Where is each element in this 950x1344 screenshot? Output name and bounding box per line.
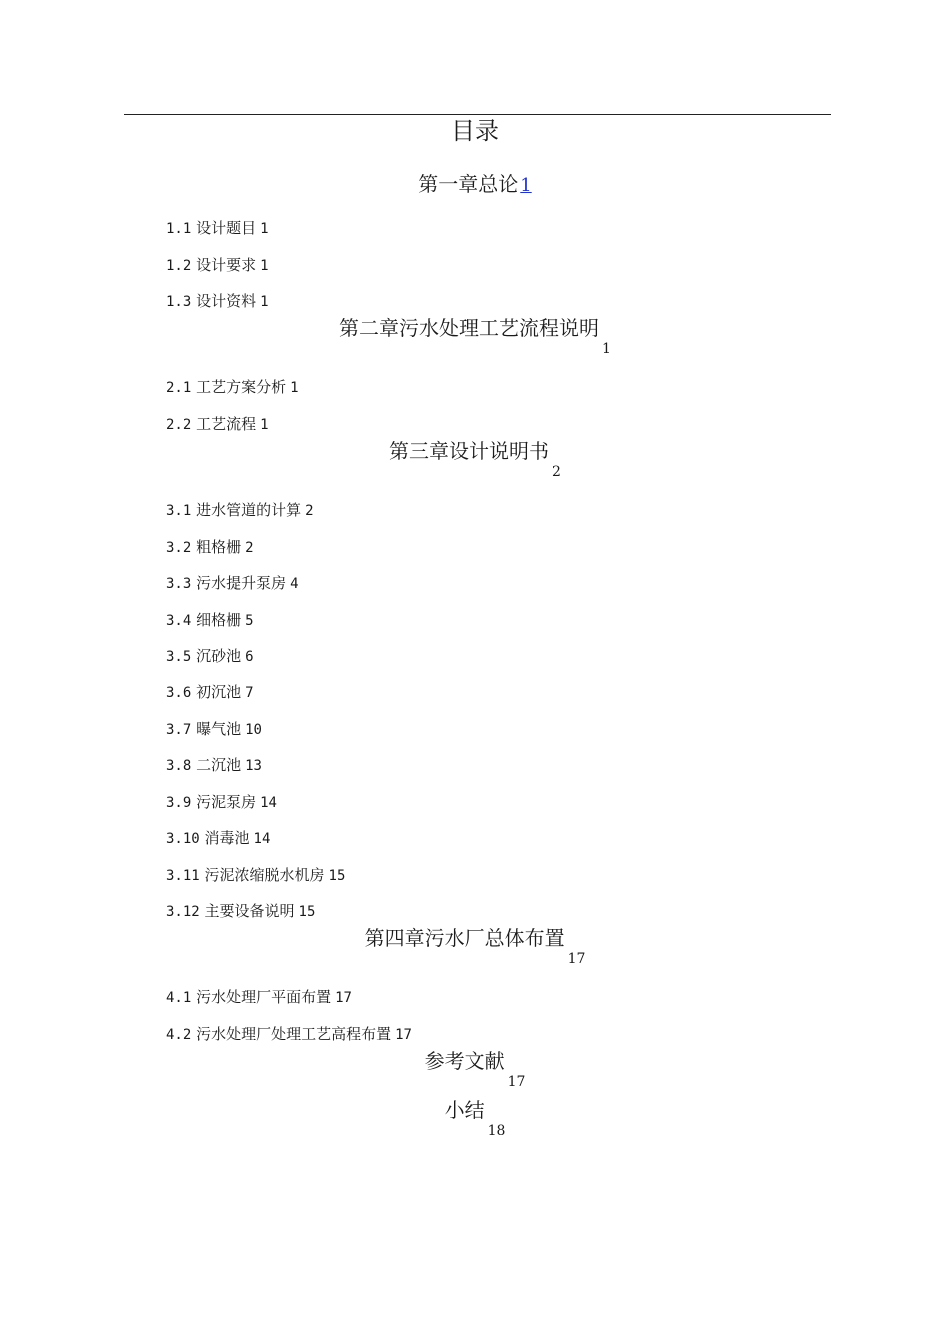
- entry-page: 17: [335, 990, 352, 1006]
- entry-label: 细格栅: [196, 611, 242, 629]
- toc-entry-2-2[interactable]: [166, 414, 269, 435]
- chapter-title: 小结: [444, 1098, 485, 1122]
- toc-entry-4-2[interactable]: [166, 1024, 412, 1045]
- entry-number: 2.1: [166, 380, 192, 396]
- toc-entry-3-12[interactable]: [166, 901, 315, 922]
- chapter-title: 参考文献: [424, 1049, 505, 1073]
- entry-number: 3.7: [166, 722, 192, 738]
- toc-entry-1-2[interactable]: [166, 255, 269, 276]
- entry-label: 污泥泵房: [196, 793, 257, 811]
- chapter-page: 1: [602, 341, 611, 357]
- toc-entry-3-5[interactable]: [166, 646, 254, 667]
- toc-references[interactable]: [0, 1047, 950, 1090]
- toc-entry-3-4[interactable]: [166, 610, 254, 631]
- entry-number: 3.11: [166, 868, 200, 884]
- entry-number: 3.1: [166, 503, 192, 519]
- entry-number: 3.2: [166, 540, 192, 556]
- toc-entry-3-10[interactable]: [166, 828, 270, 849]
- toc-chapter-2[interactable]: [0, 314, 950, 357]
- toc-entry-1-1[interactable]: [166, 218, 269, 239]
- toc-entry-2-1[interactable]: [166, 377, 299, 398]
- entry-number: 1.2: [166, 258, 192, 274]
- entry-label: 曝气池: [196, 720, 242, 738]
- toc-entry-3-8[interactable]: [166, 755, 262, 776]
- toc-entry-3-9[interactable]: [166, 792, 277, 813]
- toc-chapter-3[interactable]: [0, 437, 950, 480]
- entry-page: 4: [290, 576, 299, 592]
- entry-number: 3.3: [166, 576, 192, 592]
- entry-number: 4.1: [166, 990, 192, 1006]
- entry-page: 17: [395, 1027, 412, 1043]
- toc-entry-3-1[interactable]: [166, 500, 314, 521]
- toc-entry-3-7[interactable]: [166, 719, 262, 740]
- toc-entry-3-2[interactable]: [166, 537, 254, 558]
- entry-number: 3.9: [166, 795, 192, 811]
- entry-label: 沉砂池: [196, 647, 242, 665]
- entry-label: 污泥浓缩脱水机房: [204, 866, 325, 884]
- chapter-page-link[interactable]: 1: [520, 175, 532, 196]
- entry-number: 3.5: [166, 649, 192, 665]
- chapter-page: 18: [487, 1123, 506, 1139]
- toc-summary[interactable]: [0, 1096, 950, 1139]
- chapter-title: 第一章总论: [418, 172, 519, 196]
- entry-number: 3.12: [166, 904, 200, 920]
- toc-entry-3-11[interactable]: [166, 865, 345, 886]
- entry-page: 10: [245, 722, 262, 738]
- entry-number: 4.2: [166, 1027, 192, 1043]
- entry-page: 15: [298, 904, 316, 920]
- chapter-title: 第四章污水厂总体布置: [364, 926, 565, 950]
- toc-entry-3-3[interactable]: [166, 573, 299, 594]
- entry-number: 2.2: [166, 417, 192, 433]
- entry-label: 设计要求: [196, 256, 257, 274]
- entry-label: 消毒池: [204, 829, 250, 847]
- entry-number: 3.6: [166, 685, 192, 701]
- entry-page: 1: [290, 380, 299, 396]
- entry-label: 进水管道的计算: [196, 501, 302, 519]
- entry-page: 13: [245, 758, 262, 774]
- entry-page: 14: [260, 795, 277, 811]
- entry-number: 3.10: [166, 831, 200, 847]
- page-title: 目录: [451, 117, 499, 145]
- toc-entry-4-1[interactable]: [166, 987, 352, 1008]
- entry-page: 15: [328, 868, 346, 884]
- entry-label: 污水处理厂平面布置: [196, 988, 332, 1006]
- chapter-title: 第二章污水处理工艺流程说明: [339, 316, 600, 340]
- entry-page: 7: [245, 685, 254, 701]
- entry-page: 2: [245, 540, 254, 556]
- toc-chapter-4[interactable]: [0, 924, 950, 967]
- entry-number: 3.8: [166, 758, 192, 774]
- chapter-title: 第三章设计说明书: [389, 439, 550, 463]
- entry-label: 粗格栅: [196, 538, 242, 556]
- entry-page: 14: [253, 831, 271, 847]
- toc-chapter-1[interactable]: [0, 170, 950, 200]
- entry-label: 工艺流程: [196, 415, 257, 433]
- chapter-page: 17: [567, 951, 586, 967]
- entry-label: 污水处理厂处理工艺高程布置: [196, 1025, 392, 1043]
- entry-number: 1.3: [166, 294, 192, 310]
- entry-number: 3.4: [166, 613, 192, 629]
- entry-page: 1: [260, 221, 269, 237]
- entry-label: 初沉池: [196, 683, 242, 701]
- chapter-page: 2: [552, 464, 561, 480]
- entry-page: 1: [260, 417, 269, 433]
- entry-number: 1.1: [166, 221, 192, 237]
- entry-page: 1: [260, 294, 269, 310]
- entry-page: 6: [245, 649, 254, 665]
- entry-page: 1: [260, 258, 269, 274]
- entry-page: 2: [305, 503, 314, 519]
- chapter-page: 17: [507, 1074, 526, 1090]
- entry-page: 5: [245, 613, 254, 629]
- entry-label: 设计题目: [196, 219, 257, 237]
- entry-label: 主要设备说明: [204, 902, 295, 920]
- toc-entry-1-3[interactable]: [166, 291, 269, 312]
- toc-entry-3-6[interactable]: [166, 682, 254, 703]
- entry-label: 二沉池: [196, 756, 242, 774]
- entry-label: 污水提升泵房: [196, 574, 287, 592]
- entry-label: 设计资料: [196, 292, 257, 310]
- entry-label: 工艺方案分析: [196, 378, 287, 396]
